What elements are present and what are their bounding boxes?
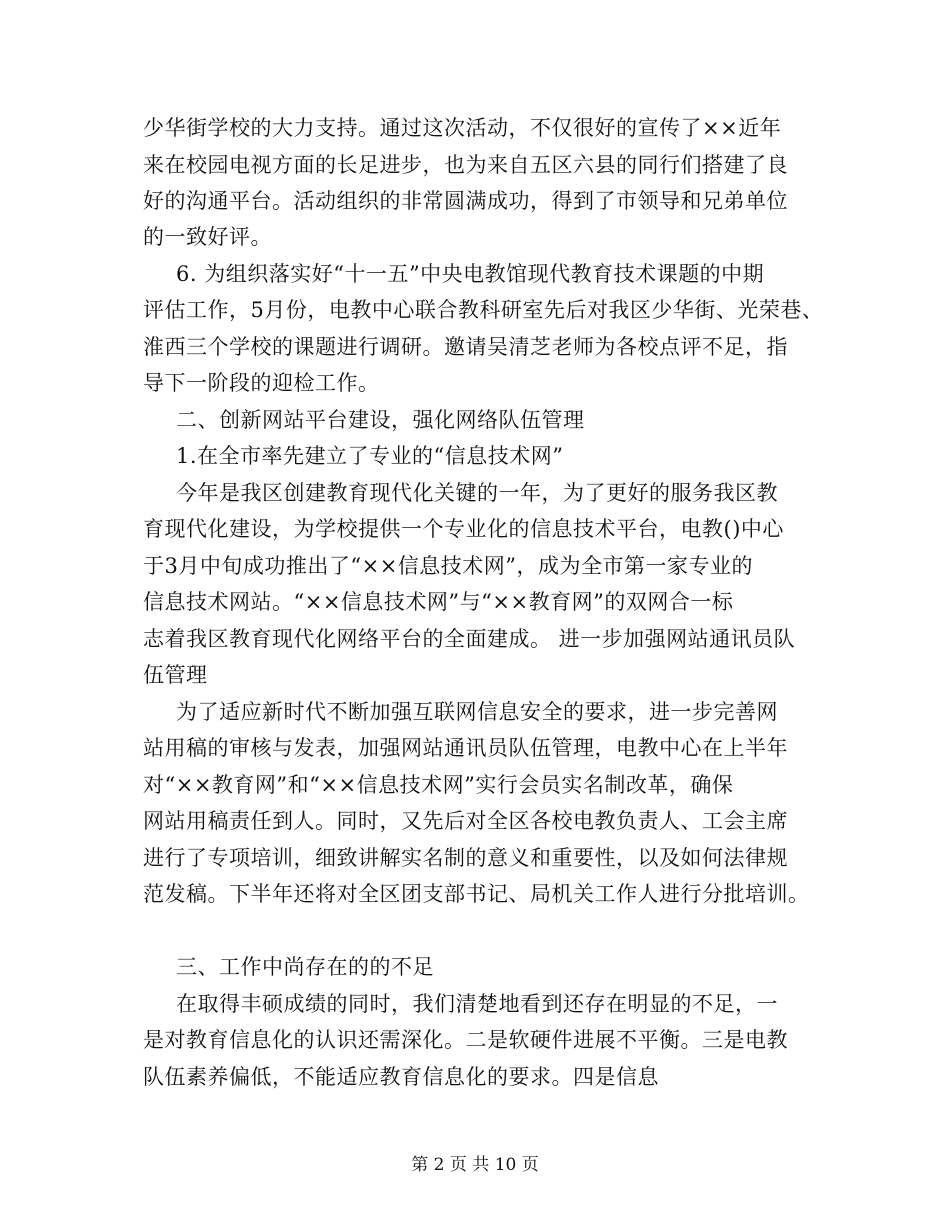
text-line: 伍管理 (143, 663, 208, 687)
text-line: 今年是我区创建教育现代化关键的一年，为了更好的服务我区教 (176, 481, 778, 505)
text-line: 信息技术网站。“××信息技术网”与“××教育网”的双网合一标 (143, 590, 734, 614)
text-line: 站用稿的审核与发表，加强网站通讯员队伍管理，电教中心在上半年 (143, 736, 788, 760)
text-line: 评估工作，5月份，电教中心联合教科研室先后对我区少华街、光荣巷、 (143, 298, 824, 322)
subsection-heading: 1.在全市率先建立了专业的“信息技术网” (176, 444, 564, 468)
text-line: 好的沟通平台。活动组织的非常圆满成功，得到了市领导和兄弟单位 (143, 189, 788, 213)
text-line: 范发稿。下半年还将对全区团支部书记、局机关工作人进行分批培训。 (143, 882, 810, 906)
section-heading: 三、工作中尚存在的的不足 (176, 955, 434, 979)
text-line: 育现代化建设，为学校提供一个专业化的信息技术平台，电教()中心 (143, 517, 784, 541)
text-line: 网站用稿责任到人。同时，又先后对全区各校电教负责人、工会主席 (143, 809, 788, 833)
text-line: 在取得丰硕成绩的同时，我们清楚地看到还存在明显的不足，一 (176, 992, 778, 1016)
page-number-footer: 第 2 页 共 10 页 (411, 1155, 539, 1175)
text-line: 进行了专项培训，细致讲解实名制的意义和重要性，以及如何法律规 (143, 846, 788, 870)
text-line: 对“××教育网”和“××信息技术网”实行会员实名制改革，确保 (143, 773, 734, 797)
text-line: 的一致好评。 (143, 225, 272, 249)
text-line: 来在校园电视方面的长足进步，也为来自五区六县的同行们搭建了良 (143, 153, 788, 177)
section-heading: 二、创新网站平台建设，强化网络队伍管理 (176, 408, 585, 432)
text-line: 于3月中旬成功推出了“××信息技术网”，成为全市第一家专业的 (143, 554, 754, 578)
text-line: 导下一阶段的迎检工作。 (143, 371, 380, 395)
text-line: 是对教育信息化的认识还需深化。二是软硬件进展不平衡。三是电教 (143, 1028, 788, 1052)
text-line: 淮西三个学校的课题进行调研。邀请吴清芝老师为各校点评不足，指 (143, 335, 788, 359)
text-line: 少华街学校的大力支持。通过这次活动，不仅很好的宣传了××近年 (143, 116, 782, 140)
text-line: 队伍素养偏低，不能适应教育信息化的要求。四是信息 (143, 1065, 659, 1089)
text-line: 为了适应新时代不断加强互联网信息安全的要求，进一步完善网 (176, 700, 778, 724)
text-line: 志着我区教育现代化网络平台的全面建成。 进一步加强网站通讯员队 (143, 627, 796, 651)
text-line: 6. 为组织落实好“十一五”中央电教馆现代教育技术课题的中期 (176, 262, 765, 286)
